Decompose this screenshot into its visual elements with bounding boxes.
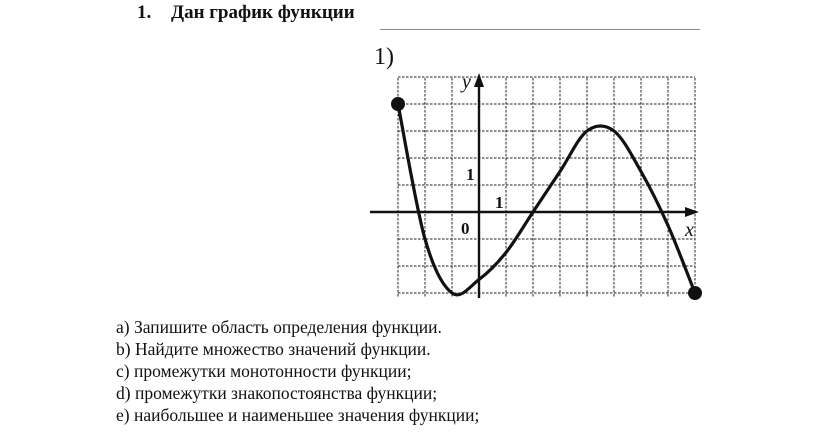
x-axis-arrow <box>685 207 699 217</box>
y-axis-arrow <box>474 73 484 87</box>
task-number: 1. <box>137 2 152 23</box>
endpoint-left <box>392 98 404 110</box>
question-b: b) Найдите множество значений функции. <box>116 339 431 359</box>
graph-label: 1) <box>374 44 394 70</box>
y-unit-label: 1 <box>466 165 475 184</box>
endpoint-right <box>689 287 701 299</box>
question-a: a) Запишите область определения функции. <box>116 317 442 337</box>
origin-label: 0 <box>461 219 470 238</box>
y-axis-label: y <box>462 71 471 93</box>
question-e: e) наибольшее и наименьшее значения функции; <box>116 405 480 425</box>
x-unit-label: 1 <box>495 193 504 212</box>
question-d: d) промежутки знакопостоянства функции; <box>116 383 438 403</box>
x-axis-label: x <box>685 219 694 241</box>
question-c: c) промежутки монотонности функции; <box>116 361 412 381</box>
question-list <box>116 316 479 426</box>
task-title: Дан график функции <box>171 2 355 23</box>
